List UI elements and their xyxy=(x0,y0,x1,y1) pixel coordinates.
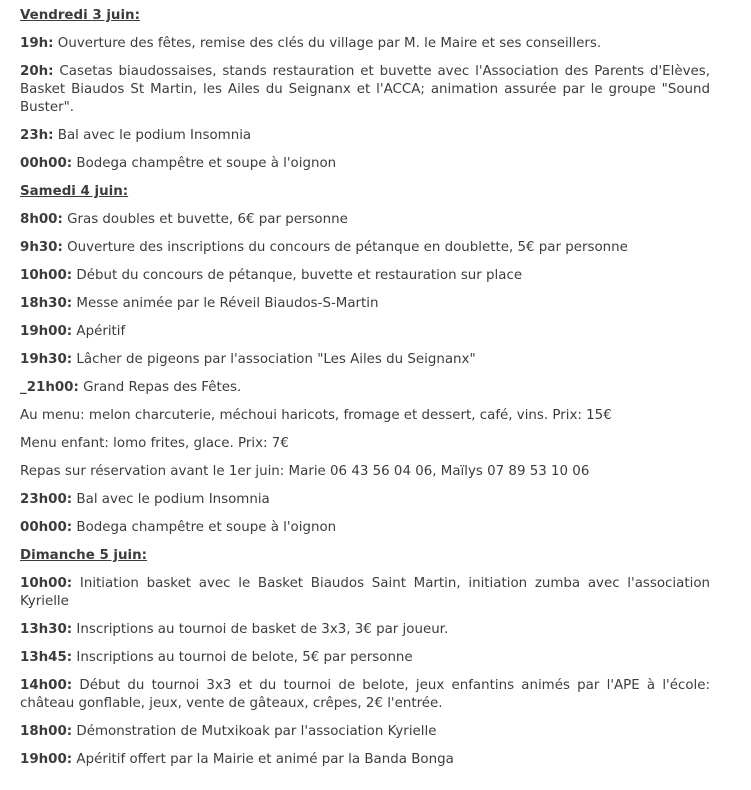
schedule-entry xyxy=(20,621,710,639)
entry-time: _21h00: xyxy=(20,380,79,395)
entry-text: Apéritif offert par la Mairie et animé par la Banda Bonga xyxy=(72,752,454,767)
schedule-entry xyxy=(20,155,710,173)
schedule-entry xyxy=(20,723,710,741)
schedule-entry xyxy=(20,575,710,611)
entry-time: 9h30: xyxy=(20,240,63,255)
schedule-entry xyxy=(20,435,710,453)
entry-time: 00h00: xyxy=(20,156,73,171)
schedule-entry xyxy=(20,211,710,229)
entry-time: 19h: xyxy=(20,36,54,51)
entry-time: 10h00: xyxy=(20,576,73,591)
schedule-entry xyxy=(20,407,710,425)
schedule-entry xyxy=(20,379,710,397)
entry-text: Grand Repas des Fêtes. xyxy=(78,380,242,395)
day-heading: Vendredi 3 juin: xyxy=(20,8,140,23)
day-heading: Dimanche 5 juin: xyxy=(20,548,148,563)
entry-time: 19h30: xyxy=(20,352,73,367)
schedule-entry xyxy=(20,35,710,53)
schedule-entry xyxy=(20,491,710,509)
schedule-entry xyxy=(20,127,710,145)
entry-text: Début du tournoi 3x3 et du tournoi de belote, jeux enfantins animés par l'APE à l'école: château gonflable, jeux, vente de gâteaux, crêpes, 2€ l'entrée. xyxy=(20,678,710,711)
entry-time: 19h00: xyxy=(20,324,73,339)
entry-time: 18h00: xyxy=(20,724,73,739)
entry-text: Bodega champêtre et soupe à l'oignon xyxy=(72,156,337,171)
entry-time: 18h30: xyxy=(20,296,73,311)
entry-time: 10h00: xyxy=(20,268,73,283)
entry-time: 13h45: xyxy=(20,650,73,665)
schedule-entry xyxy=(20,463,710,481)
entry-text: Inscriptions au tournoi de basket de 3x3, 3€ par joueur. xyxy=(72,622,449,637)
entry-time: 8h00: xyxy=(20,212,63,227)
entry-text: Repas sur réservation avant le 1er juin: Marie 06 43 56 04 06, Maïlys 07 89 53 10 06 xyxy=(20,464,590,479)
schedule-entry xyxy=(20,239,710,257)
entry-time: 23h00: xyxy=(20,492,73,507)
entry-text: Bal avec le podium Insomnia xyxy=(72,492,270,507)
entry-text: Casetas biaudossaises, stands restauration et buvette avec l'Association des Parents d'Elèves, Basket Biaudos St Martin, les Ailes du Seignanx et l'ACCA; animation assurée par le groupe "Sound Buster". xyxy=(20,64,710,115)
entry-time: 13h30: xyxy=(20,622,73,637)
entry-text: Bal avec le podium Insomnia xyxy=(53,128,252,143)
entry-text: Messe animée par le Réveil Biaudos-S-Martin xyxy=(72,296,379,311)
schedule-entry xyxy=(20,677,710,713)
schedule-entry xyxy=(20,295,710,313)
entry-text: Début du concours de pétanque, buvette et restauration sur place xyxy=(72,268,523,283)
schedule-entry xyxy=(20,519,710,537)
entry-text: Démonstration de Mutxikoak par l'association Kyrielle xyxy=(72,724,437,739)
entry-text: Initiation basket avec le Basket Biaudos Saint Martin, initiation zumba avec l'association Kyrielle xyxy=(20,576,710,609)
entry-text: Menu enfant: lomo frites, glace. Prix: 7€ xyxy=(20,436,289,451)
entry-text: Ouverture des fêtes, remise des clés du village par M. le Maire et ses conseillers. xyxy=(53,36,602,51)
entry-time: 00h00: xyxy=(20,520,73,535)
entry-text: Bodega champêtre et soupe à l'oignon xyxy=(72,520,337,535)
entry-time: 20h: xyxy=(20,64,54,79)
schedule-entry xyxy=(20,351,710,369)
entry-text: Apéritif xyxy=(72,324,126,339)
entry-time: 19h00: xyxy=(20,752,73,767)
entry-text: Au menu: melon charcuterie, méchoui haricots, fromage et dessert, café, vins. Prix: 15€ xyxy=(20,408,612,423)
schedule-entry xyxy=(20,267,710,285)
entry-text: Ouverture des inscriptions du concours de pétanque en doublette, 5€ par personne xyxy=(62,240,628,255)
schedule-entry xyxy=(20,63,710,117)
entry-time: 14h00: xyxy=(20,678,73,693)
schedule-entry xyxy=(20,751,710,769)
entry-text: Gras doubles et buvette, 6€ par personne xyxy=(62,212,348,227)
day-heading: Samedi 4 juin: xyxy=(20,184,129,199)
entry-text: Lâcher de pigeons par l'association "Les Ailes du Seignanx" xyxy=(72,352,476,367)
schedule-entry xyxy=(20,323,710,341)
schedule-entry xyxy=(20,649,710,667)
entry-text: Inscriptions au tournoi de belote, 5€ par personne xyxy=(72,650,413,665)
entry-time: 23h: xyxy=(20,128,54,143)
